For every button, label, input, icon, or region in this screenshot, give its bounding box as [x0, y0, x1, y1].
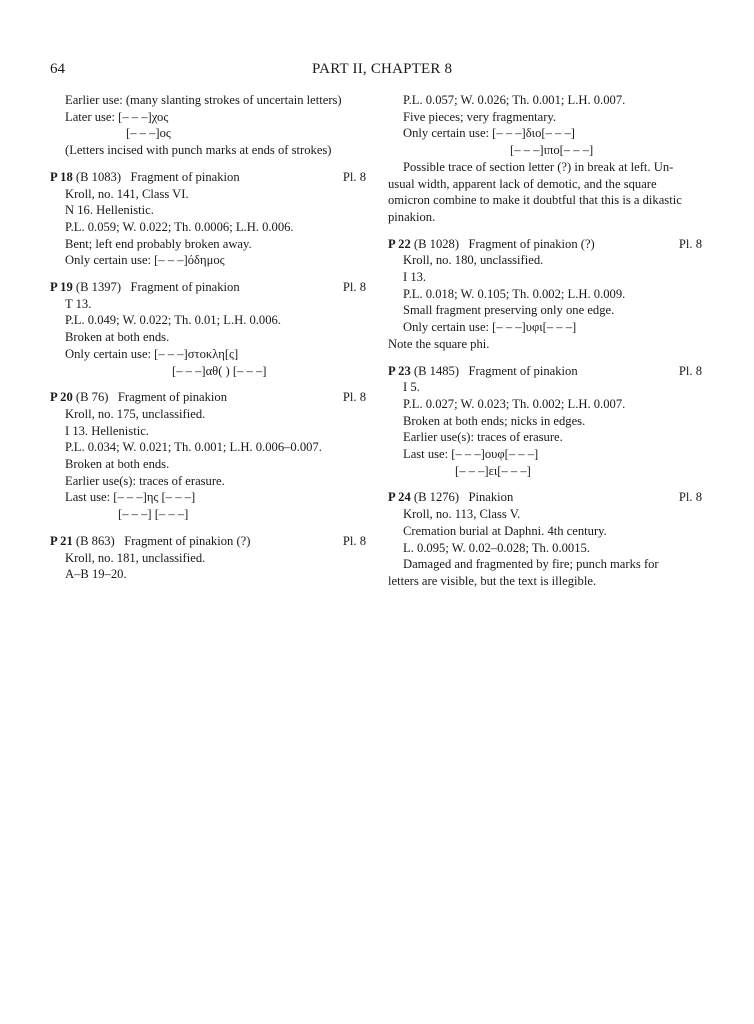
inventory-number: (B 863): [75, 533, 115, 548]
right-column: [388, 92, 702, 590]
intro-note: (Letters incised with punch marks at ends of strokes): [65, 143, 332, 158]
entry-line: Bent; left end probably broken away.: [65, 236, 252, 251]
entry-line: Broken at both ends; nicks in edges.: [403, 413, 586, 428]
entry-title: Fragment of pinakion: [130, 169, 240, 184]
entry-line: P.L. 0.027; W. 0.023; Th. 0.002; L.H. 0.007.: [403, 396, 626, 411]
entry-heading: [50, 389, 366, 406]
entry-line: N 16. Hellenistic.: [65, 203, 154, 218]
inventory-number: (B 1485): [413, 363, 460, 378]
plate-ref: Pl. 8: [342, 533, 366, 548]
entry-number: P 19: [50, 280, 73, 295]
entry-line: Five pieces; very fragmentary.: [403, 109, 557, 124]
intro-earlier-use: Earlier use: (many slanting strokes of uncertain letters): [65, 93, 342, 107]
entry-line: Only certain use: [– – –]υφι[– – –]: [403, 320, 577, 335]
entry-title: Fragment of pinakion (?): [468, 236, 595, 251]
entry-line: Small fragment preserving only one edge.: [403, 303, 615, 318]
entry-line: I 13. Hellenistic.: [65, 423, 149, 438]
entry-line: [– – –]ει[– – –]: [455, 463, 531, 478]
entry-title: Fragment of pinakion: [468, 363, 578, 378]
inventory-number: (B 1276): [413, 490, 460, 505]
entry-line: Kroll, no. 113, Class V.: [403, 507, 521, 522]
entry-line: P.L. 0.018; W. 0.105; Th. 0.002; L.H. 0.009.: [403, 286, 626, 301]
entry-p19: [50, 279, 366, 379]
entry-line: Broken at both ends.: [65, 457, 170, 472]
entry-line: [– – –]ιπο[– – –]: [510, 143, 594, 158]
entry-line: Last use: [– – –]ουφ[– – –]: [403, 447, 539, 462]
entry-note: Note the square phi.: [388, 336, 490, 351]
entry-line: Broken at both ends.: [65, 330, 170, 345]
entry-line: L. 0.095; W. 0.02–0.028; Th. 0.0015.: [403, 540, 590, 555]
entry-line: Kroll, no. 141, Class VI.: [65, 186, 189, 201]
entry-p18: [50, 169, 366, 269]
entry-number: P 22: [388, 236, 411, 251]
entry-p21-continued: [388, 92, 702, 226]
entry-p24: [388, 489, 702, 589]
plate-ref: Pl. 8: [342, 390, 366, 405]
entry-line: A–B 19–20.: [65, 567, 127, 582]
entry-line: Kroll, no. 180, unclassified.: [403, 253, 544, 268]
inventory-number: (B 1028): [413, 236, 460, 251]
intro-block: [50, 92, 366, 159]
entry-heading: [50, 533, 366, 550]
entry-paragraph-line: Possible trace of section letter (?) in break at left. Un-: [403, 159, 674, 174]
entry-line: Kroll, no. 181, unclassified.: [65, 550, 206, 565]
entry-paragraph-line: omicron combine to make it doubtful that this is a dikastic: [388, 193, 682, 208]
plate-ref: Pl. 8: [678, 236, 702, 251]
entry-title: Fragment of pinakion: [117, 390, 228, 405]
entry-number: P 24: [388, 490, 411, 505]
entry-heading: [388, 363, 702, 380]
page-number: 64: [50, 61, 65, 77]
entry-line: Cremation burial at Daphni. 4th century.: [403, 523, 607, 538]
entry-title: Fragment of pinakion: [130, 280, 240, 295]
plate-ref: Pl. 8: [678, 363, 702, 378]
inventory-number: (B 76): [75, 390, 109, 405]
entry-line: [– – –] [– – –]: [118, 507, 189, 522]
entry-line: Earlier use(s): traces of erasure.: [403, 430, 563, 445]
entry-line: I 13.: [403, 270, 427, 285]
entry-p20: [50, 389, 366, 523]
inventory-number: (B 1397): [75, 280, 122, 295]
entry-line: P.L. 0.049; W. 0.022; Th. 0.01; L.H. 0.006.: [65, 313, 281, 328]
entry-line: I 5.: [403, 380, 420, 395]
plate-ref: Pl. 8: [342, 280, 366, 295]
intro-later-use-2: [– – –]ος: [126, 126, 171, 141]
entry-number: P 18: [50, 169, 73, 184]
entry-line: Only certain use: [– – –]όδημος: [65, 253, 225, 268]
entry-line: P.L. 0.059; W. 0.022; Th. 0.0006; L.H. 0.006.: [65, 219, 294, 234]
entry-paragraph-line: pinakion.: [388, 209, 436, 224]
entry-heading: [388, 489, 702, 506]
entry-number: P 20: [50, 390, 73, 405]
entry-paragraph-line: usual width, apparent lack of demotic, and the square: [388, 176, 657, 191]
inventory-number: (B 1083): [75, 169, 122, 184]
entry-p23: [388, 363, 702, 480]
entry-p21: [50, 533, 366, 583]
intro-later-use-1: Later use: [– – –]χος: [65, 109, 169, 124]
entry-line: Last use: [– – –]ης [– – –]: [65, 490, 196, 505]
entry-line: P.L. 0.057; W. 0.026; Th. 0.001; L.H. 0.007.: [403, 93, 626, 107]
entry-heading: [388, 236, 702, 253]
entry-title: Pinakion: [468, 490, 514, 505]
entry-number: P 23: [388, 363, 411, 378]
entry-paragraph-line: letters are visible, but the text is illegible.: [388, 573, 597, 588]
entry-title: Fragment of pinakion (?): [124, 533, 251, 548]
left-column: [50, 92, 366, 583]
running-head: PART II, CHAPTER 8: [312, 61, 453, 77]
entry-line: Only certain use: [– – –]στοκλη[ς]: [65, 346, 239, 361]
entry-paragraph-line: Damaged and fragmented by fire; punch marks for: [403, 557, 659, 572]
entry-p22: [388, 236, 702, 353]
entry-heading: [50, 279, 366, 296]
entry-number: P 21: [50, 533, 73, 548]
plate-ref: Pl. 8: [342, 169, 366, 184]
entry-line: Earlier use(s): traces of erasure.: [65, 473, 225, 488]
entry-line: Only certain use: [– – –]διο[– – –]: [403, 126, 575, 141]
entry-heading: [50, 169, 366, 186]
entry-line: [– – –]αθ( ) [– – –]: [172, 363, 267, 378]
entry-line: Kroll, no. 175, unclassified.: [65, 406, 206, 421]
plate-ref: Pl. 8: [678, 490, 702, 505]
entry-line: P.L. 0.034; W. 0.021; Th. 0.001; L.H. 0.006–0.007.: [65, 440, 322, 455]
entry-line: T 13.: [65, 296, 92, 311]
